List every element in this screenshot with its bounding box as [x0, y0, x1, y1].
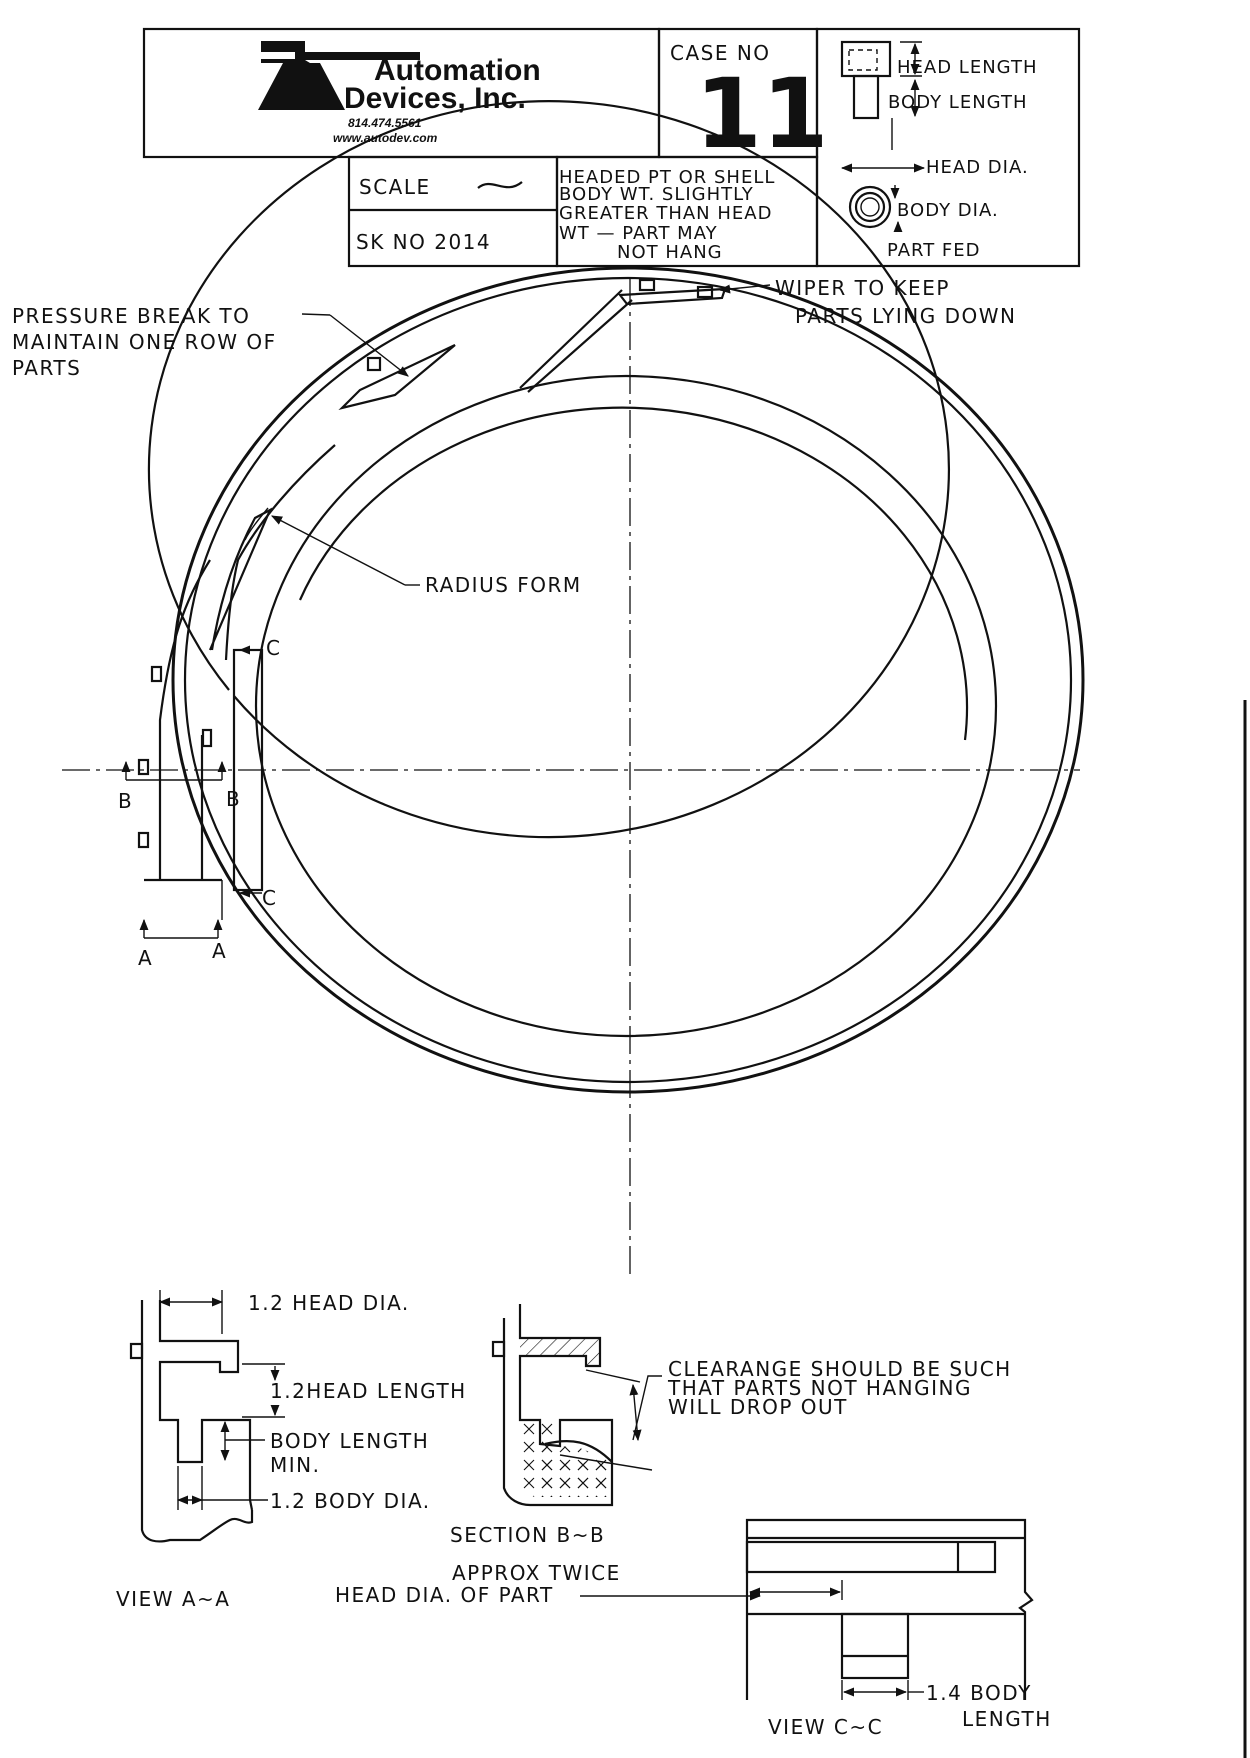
radius-form-label: RADIUS FORM: [425, 573, 582, 597]
case-label: CASE NO: [670, 41, 771, 65]
clearance-label-line1: CLEARANGE SHOULD BE SUCH: [668, 1357, 1012, 1381]
sk-number: SK NO 2014: [356, 230, 492, 254]
title-block: [144, 29, 1079, 266]
svg-text:HEADED PT OR SHELL: HEADED PT OR SHELL: [559, 167, 776, 188]
aa-head-dia-label: 1.2 HEAD DIA.: [248, 1291, 410, 1315]
cc-body-length-line1: 1.4 BODY: [926, 1681, 1032, 1705]
svg-text:WT — PART MAY: WT — PART MAY: [559, 223, 718, 244]
clearance-label-line2: THAT PARTS NOT HANGING: [668, 1376, 972, 1400]
svg-text:NOT HANG: NOT HANG: [617, 242, 723, 263]
part-fed-label: PART FED: [887, 240, 981, 261]
outlet-track: [139, 560, 262, 890]
svg-text:BODY WT. SLIGHTLY: BODY WT. SLIGHTLY: [559, 184, 754, 205]
aa-body-length-label-1: BODY LENGTH: [270, 1429, 430, 1453]
scale-tilde-icon: [478, 182, 522, 188]
pressure-break-label-line3: PARTS: [12, 356, 82, 380]
wiper-label-line2: PARTS LYING DOWN: [795, 304, 1017, 328]
mark-c-top: C: [266, 636, 282, 660]
approx-label-line2: HEAD DIA. OF PART: [335, 1583, 554, 1607]
aa-body-length-label-2: MIN.: [270, 1453, 321, 1477]
pressure-break-label-line2: MAINTAIN ONE ROW OF: [12, 330, 277, 354]
company-logo: [258, 41, 541, 145]
pressure-break-label-line1: PRESSURE BREAK TO: [12, 304, 251, 328]
bowl-plan-view: [12, 101, 1083, 1278]
mark-a-left: A: [138, 946, 154, 970]
mark-b-left: B: [118, 789, 134, 813]
scale-label: SCALE: [359, 175, 431, 199]
view-cc-caption: VIEW C~C: [768, 1715, 884, 1739]
head-dia-label: HEAD DIA.: [926, 157, 1029, 178]
pressure-break: [12, 304, 455, 408]
aa-head-length-label: 1.2HEAD LENGTH: [270, 1379, 467, 1403]
body-dia-label: BODY DIA.: [897, 200, 999, 221]
section-bb: [450, 1304, 1012, 1547]
section-bb-caption: SECTION B~B: [450, 1523, 606, 1547]
case-number: 11: [695, 58, 829, 170]
mark-a-right: A: [212, 939, 228, 963]
mark-b-right: B: [226, 787, 242, 811]
company-phone: 814.474.5561: [348, 116, 422, 130]
view-cc: [335, 1520, 1052, 1739]
head-length-label: HEAD LENGTH: [897, 57, 1038, 78]
aa-body-dia-label: 1.2 BODY DIA.: [270, 1489, 431, 1513]
part-description: [559, 167, 775, 263]
view-aa: [116, 1290, 467, 1611]
clearance-label-line3: WILL DROP OUT: [668, 1395, 848, 1419]
wiper: [520, 276, 1016, 392]
company-name-line2: Devices, Inc.: [344, 82, 526, 115]
body-length-label: BODY LENGTH: [888, 92, 1028, 113]
company-website: www.autodev.com: [333, 131, 438, 145]
approx-label-line1: APPROX TWICE: [452, 1561, 621, 1585]
company-name-line1: Automation: [374, 54, 541, 87]
view-aa-caption: VIEW A~A: [116, 1587, 231, 1611]
part-fed-diagram: [842, 42, 1038, 261]
wiper-label-line1: WIPER TO KEEP: [775, 276, 950, 300]
mark-c-bottom: C: [262, 886, 278, 910]
svg-text:GREATER THAN HEAD: GREATER THAN HEAD: [559, 203, 773, 224]
cc-body-length-line2: LENGTH: [962, 1707, 1052, 1731]
